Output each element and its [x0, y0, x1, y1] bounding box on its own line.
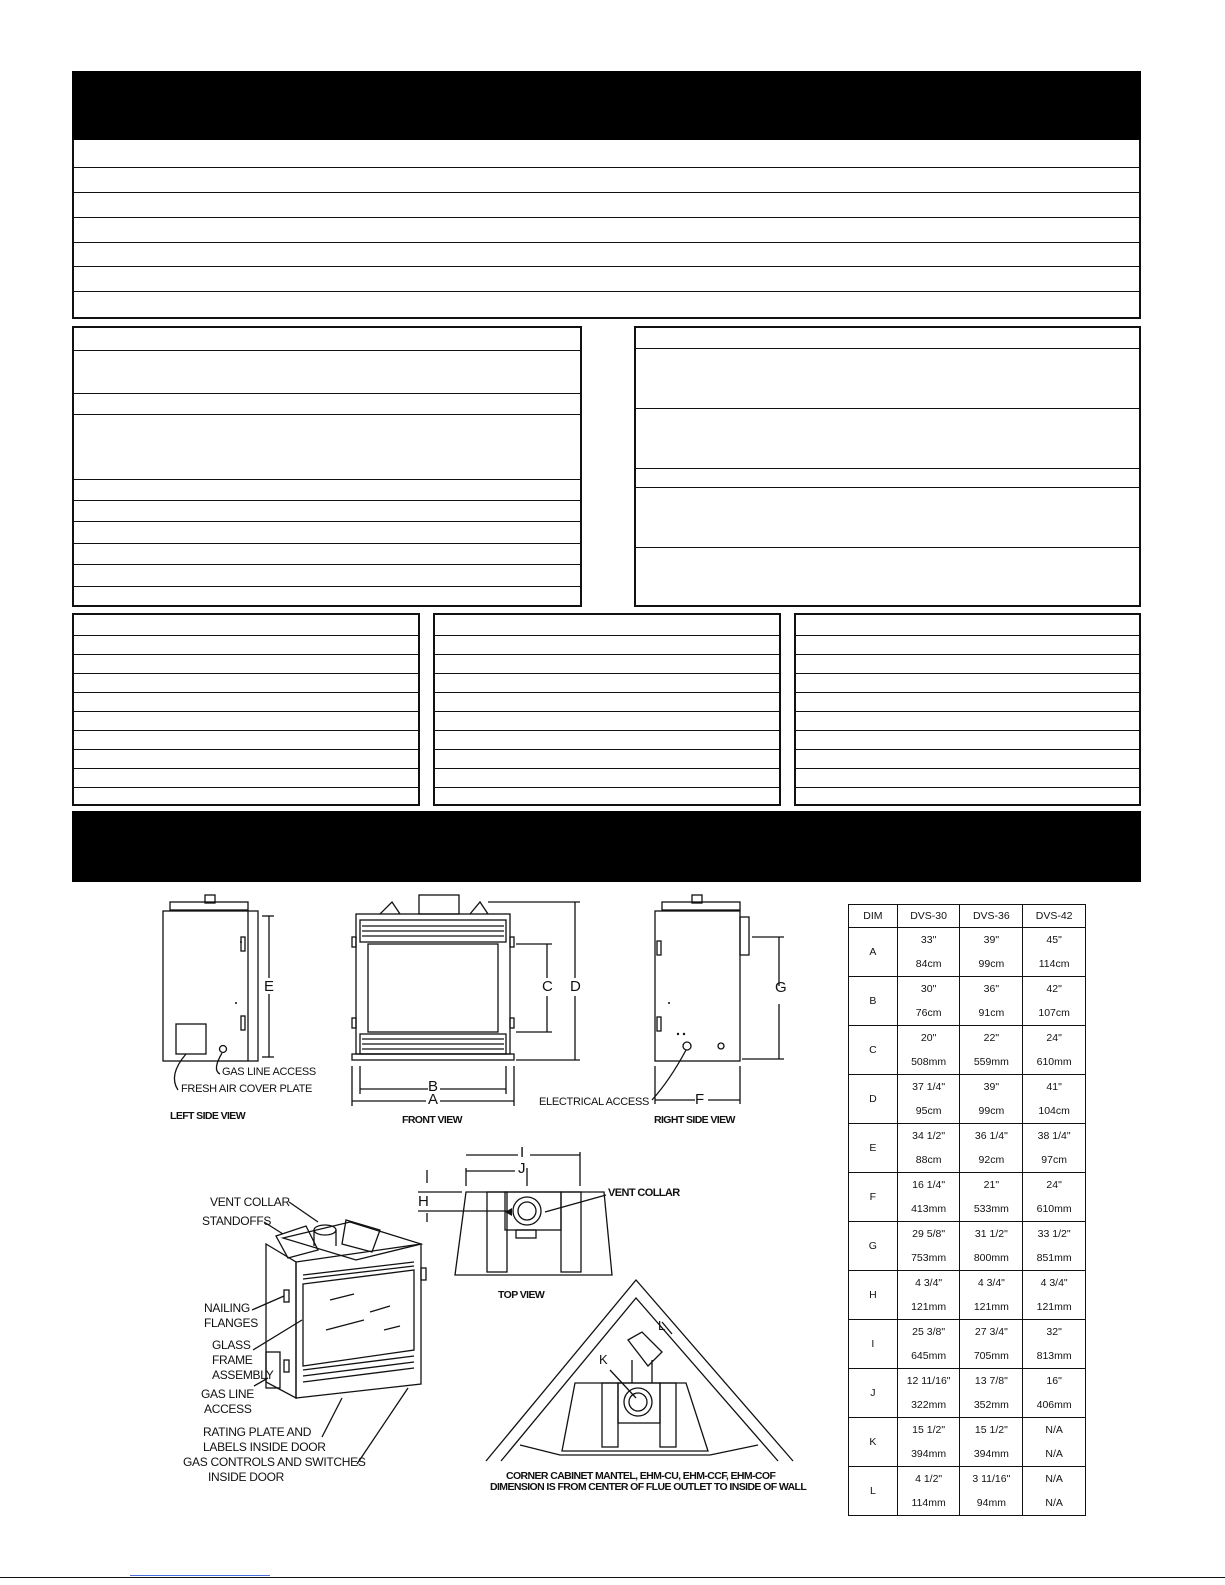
- metric-value: 121mm: [1023, 1295, 1086, 1320]
- metric-value: 91cm: [960, 1001, 1023, 1026]
- header-dvs-36: DVS-36: [960, 905, 1023, 928]
- caption-corner-cabinet-2: DIMENSION IS FROM CENTER OF FLUE OUTLET TO INSIDE OF WALL: [490, 1481, 807, 1493]
- imperial-value: 32": [1023, 1320, 1086, 1345]
- metric-value: 99cm: [960, 952, 1023, 977]
- header-dim: DIM: [849, 905, 898, 928]
- metric-value: 76cm: [897, 1001, 960, 1026]
- table-row: [849, 1467, 1086, 1492]
- imperial-value: 12 11/16": [897, 1369, 960, 1394]
- table-row: [849, 1173, 1086, 1198]
- dim-label-j: J: [518, 1160, 526, 1177]
- callout-assembly: ASSEMBLY: [212, 1368, 274, 1382]
- dim-cell: K: [849, 1418, 898, 1467]
- table-row: [849, 1369, 1086, 1394]
- corner-cabinet-drawing: [486, 1280, 793, 1461]
- metric-value: 610mm: [1023, 1050, 1086, 1075]
- callout-inside-door: INSIDE DOOR: [208, 1470, 285, 1484]
- header-dvs-42: DVS-42: [1023, 905, 1086, 928]
- imperial-value: 36 1/4": [960, 1124, 1023, 1149]
- metric-value: 851mm: [1023, 1246, 1086, 1271]
- metric-value: 406mm: [1023, 1393, 1086, 1418]
- metric-value: 610mm: [1023, 1197, 1086, 1222]
- dim-label-g: G: [775, 979, 787, 996]
- metric-value: 753mm: [897, 1246, 960, 1271]
- caption-top-view: TOP VIEW: [498, 1289, 545, 1301]
- callout-gas-line-access: GAS LINE ACCESS: [222, 1066, 316, 1078]
- metric-value: 107cm: [1023, 1001, 1086, 1026]
- imperial-value: 3 11/16": [960, 1467, 1023, 1492]
- callout-frame: FRAME: [212, 1353, 253, 1367]
- metric-value: 413mm: [897, 1197, 960, 1222]
- imperial-value: 29 5/8": [897, 1222, 960, 1247]
- metric-value: 352mm: [960, 1393, 1023, 1418]
- metric-value: 95cm: [897, 1099, 960, 1124]
- metric-value: 88cm: [897, 1148, 960, 1173]
- dim-label-f: F: [695, 1091, 705, 1108]
- imperial-value: 39": [960, 1075, 1023, 1100]
- table-row: [849, 1026, 1086, 1051]
- dim-label-b: B: [428, 1078, 439, 1095]
- imperial-value: 13 7/8": [960, 1369, 1023, 1394]
- metric-value: 97cm: [1023, 1148, 1086, 1173]
- callout-flanges: FLANGES: [204, 1316, 258, 1330]
- imperial-value: 41": [1023, 1075, 1086, 1100]
- dim-cell: F: [849, 1173, 898, 1222]
- table-row: [849, 1124, 1086, 1149]
- dim-cell: L: [849, 1467, 898, 1516]
- callout-labels-inside-door: LABELS INSIDE DOOR: [203, 1440, 326, 1454]
- table-row: [849, 1271, 1086, 1296]
- imperial-value: 45": [1023, 928, 1086, 953]
- dimension-table-header: [849, 905, 1086, 928]
- dim-label-l: L: [658, 1318, 666, 1333]
- metric-value: 92cm: [960, 1148, 1023, 1173]
- metric-value: 114cm: [1023, 952, 1086, 977]
- imperial-value: 24": [1023, 1173, 1086, 1198]
- callout-fresh-air-cover-plate: FRESH AIR COVER PLATE: [181, 1083, 313, 1095]
- imperial-value: 16 1/4": [897, 1173, 960, 1198]
- callout-top-vent-collar: VENT COLLAR: [608, 1187, 680, 1199]
- callout-access: ACCESS: [204, 1402, 252, 1416]
- imperial-value: 39": [960, 928, 1023, 953]
- header-dvs-30: DVS-30: [897, 905, 960, 928]
- metric-value: 559mm: [960, 1050, 1023, 1075]
- imperial-value: 30": [897, 977, 960, 1002]
- imperial-value: 15 1/2": [897, 1418, 960, 1443]
- callout-vent-collar: VENT COLLAR: [210, 1195, 290, 1209]
- metric-value: 800mm: [960, 1246, 1023, 1271]
- dim-label-a: A: [428, 1091, 439, 1108]
- right-side-view-drawing: [652, 895, 784, 1104]
- imperial-value: 34 1/2": [897, 1124, 960, 1149]
- imperial-value: 4 1/2": [897, 1467, 960, 1492]
- metric-value: 394mm: [897, 1442, 960, 1467]
- caption-corner-cabinet-1: CORNER CABINET MANTEL, EHM-CU, EHM-CCF, EHM-COF: [506, 1470, 776, 1482]
- dim-label-c: C: [542, 978, 553, 995]
- metric-value: 322mm: [897, 1393, 960, 1418]
- imperial-value: 33": [897, 928, 960, 953]
- footer-rule: [0, 1577, 1225, 1578]
- imperial-value: 4 3/4": [897, 1271, 960, 1296]
- dim-label-i: I: [520, 1144, 525, 1161]
- imperial-value: 25 3/8": [897, 1320, 960, 1345]
- metric-value: N/A: [1023, 1442, 1086, 1467]
- metric-value: N/A: [1023, 1491, 1086, 1516]
- metric-value: 645mm: [897, 1344, 960, 1369]
- callout-electrical-access: ELECTRICAL ACCESS: [539, 1096, 650, 1108]
- metric-value: 705mm: [960, 1344, 1023, 1369]
- imperial-value: 38 1/4": [1023, 1124, 1086, 1149]
- metric-value: 533mm: [960, 1197, 1023, 1222]
- dim-cell: C: [849, 1026, 898, 1075]
- metric-value: 121mm: [897, 1295, 960, 1320]
- imperial-value: 16": [1023, 1369, 1086, 1394]
- imperial-value: N/A: [1023, 1467, 1086, 1492]
- metric-value: 114mm: [897, 1491, 960, 1516]
- metric-value: 813mm: [1023, 1344, 1086, 1369]
- dimension-table: [848, 904, 1086, 1516]
- table-row: [849, 1075, 1086, 1100]
- table-row: [849, 977, 1086, 1002]
- dimension-table-body: [849, 928, 1086, 1516]
- callout-glass: GLASS: [212, 1338, 251, 1352]
- metric-value: 508mm: [897, 1050, 960, 1075]
- imperial-value: 37 1/4": [897, 1075, 960, 1100]
- table-row: [849, 928, 1086, 953]
- imperial-value: 4 3/4": [1023, 1271, 1086, 1296]
- callout-rating-plate: RATING PLATE AND: [203, 1425, 312, 1439]
- dim-cell: E: [849, 1124, 898, 1173]
- imperial-value: 36": [960, 977, 1023, 1002]
- metric-value: 94mm: [960, 1491, 1023, 1516]
- metric-value: 121mm: [960, 1295, 1023, 1320]
- imperial-value: 33 1/2": [1023, 1222, 1086, 1247]
- imperial-value: 27 3/4": [960, 1320, 1023, 1345]
- metric-value: 104cm: [1023, 1099, 1086, 1124]
- caption-front-view: FRONT VIEW: [402, 1114, 462, 1126]
- dim-cell: H: [849, 1271, 898, 1320]
- imperial-value: 24": [1023, 1026, 1086, 1051]
- callout-gas-controls: GAS CONTROLS AND SWITCHES: [183, 1455, 366, 1469]
- imperial-value: 20": [897, 1026, 960, 1051]
- dim-cell: G: [849, 1222, 898, 1271]
- dim-label-h: H: [418, 1193, 429, 1210]
- callout-nailing: NAILING: [204, 1301, 250, 1315]
- dim-label-d: D: [570, 978, 581, 995]
- metric-value: 394mm: [960, 1442, 1023, 1467]
- footer-link-underline: [130, 1575, 270, 1576]
- dim-label-e: E: [264, 978, 275, 995]
- dim-cell: I: [849, 1320, 898, 1369]
- imperial-value: 15 1/2": [960, 1418, 1023, 1443]
- front-view-drawing: [352, 895, 580, 1106]
- top-view-drawing: [418, 1152, 612, 1275]
- callout-gas-line: GAS LINE: [201, 1387, 254, 1401]
- metric-value: 99cm: [960, 1099, 1023, 1124]
- imperial-value: 42": [1023, 977, 1086, 1002]
- imperial-value: 21": [960, 1173, 1023, 1198]
- imperial-value: 4 3/4": [960, 1271, 1023, 1296]
- dim-cell: B: [849, 977, 898, 1026]
- imperial-value: 31 1/2": [960, 1222, 1023, 1247]
- callout-standoffs: STANDOFFS: [202, 1214, 272, 1228]
- table-row: [849, 1320, 1086, 1345]
- dim-cell: J: [849, 1369, 898, 1418]
- dim-cell: D: [849, 1075, 898, 1124]
- caption-right-side-view: RIGHT SIDE VIEW: [654, 1114, 735, 1126]
- dim-cell: A: [849, 928, 898, 977]
- table-row: [849, 1418, 1086, 1443]
- imperial-value: N/A: [1023, 1418, 1086, 1443]
- left-side-view-drawing: [163, 895, 274, 1090]
- table-row: [849, 1222, 1086, 1247]
- metric-value: 84cm: [897, 952, 960, 977]
- caption-left-side-view: LEFT SIDE VIEW: [170, 1110, 246, 1122]
- dim-label-k: K: [599, 1352, 608, 1367]
- imperial-value: 22": [960, 1026, 1023, 1051]
